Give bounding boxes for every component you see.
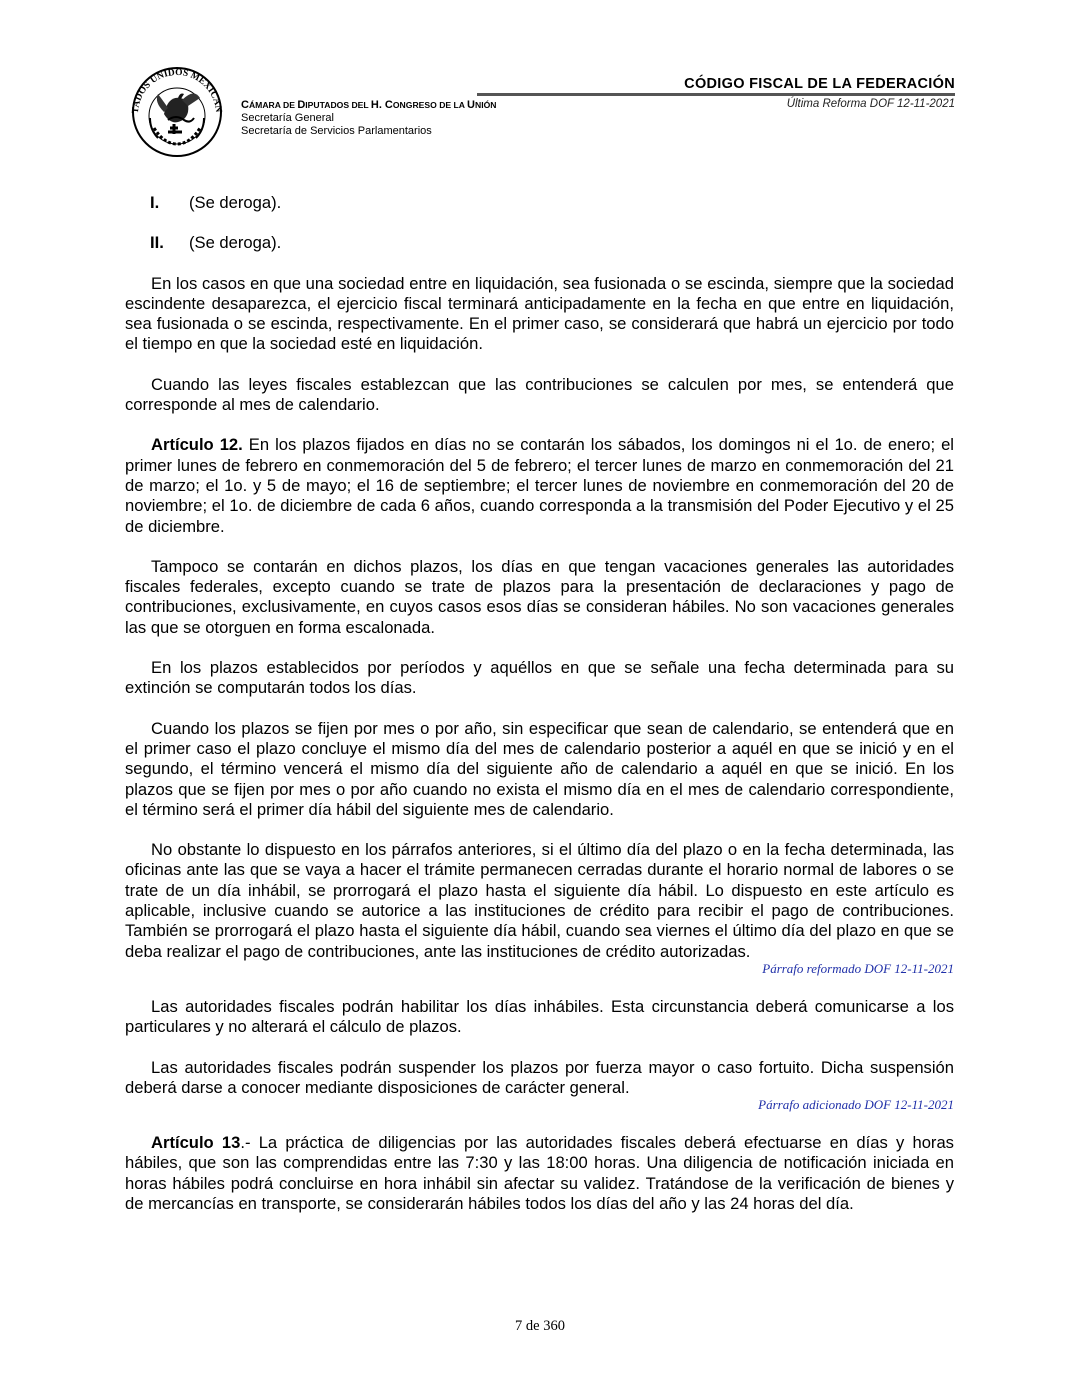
addition-note: Párrafo adicionado DOF 12-11-2021: [758, 1097, 954, 1113]
header-rule: [477, 93, 955, 96]
coat-of-arms-icon: [124, 62, 230, 158]
paragraph: Las autoridades fiscales podrán suspender los plazos por fuerza mayor o caso fortuito. Dicha suspensión deberá darse a conocer mediante disposiciones de carácter general.: [125, 1057, 954, 1097]
paragraph: Tampoco se contarán en dichos plazos, los días en que tengan vacaciones generales las autoridades fiscales federales, excepto cuando se trate de plazos para la presentación de declaraciones y pago de contribuciones, exclusivamente, en cuyos casos esos días se consideran hábiles. No son vacaciones generales las que se otorguen en forma escalonada.: [125, 556, 954, 637]
institution-block: [241, 99, 496, 138]
article-12-paragraph: Artículo 12. En los plazos fijados en días no se contarán los sábados, los domingos ni el 1o. de enero; el primer lunes de febrero en conmemoración del 5 de febrero; el tercer lunes de marzo en conmemoración del 21 de marzo; el 1o. y 5 de mayo; el 16 de septiembre; el tercer lunes de noviembre en conmemoración del 20 de noviembre; el 1o. de diciembre de cada 6 años, cuando corresponda a la transmisión del Poder Ejecutivo y el 25 de diciembre.: [125, 435, 954, 536]
institution-name: CÁMARA DE DIPUTADOS DEL H. CONGRESO DE LA UNIÓN: [241, 99, 497, 111]
paragraph: No obstante lo dispuesto en los párrafos anteriores, si el último día del plazo o en la fecha determinada, las oficinas ante las que se vaya a hacer el trámite permanecen cerradas durante el horario normal de labores o se trate de un día inhábil, se prorrogará el plazo hasta el siguiente día hábil. Lo dispuesto en este artículo es aplicable, inclusive cuando se autorice a las instituciones de crédito para recibir el pago de contribuciones. También se prorrogará el plazo hasta el siguiente día hábil, cuando sea viernes el último día del plazo en que se deba realizar el pago de contribuciones, ante las instituciones de crédito autorizadas.: [125, 840, 954, 961]
page-number: 7 de 360: [515, 1318, 565, 1334]
institution-line-2: Secretaría General: [241, 112, 334, 124]
document-body: [125, 193, 954, 1234]
last-reform-date: Última Reforma DOF 12-11-2021: [786, 98, 955, 110]
article-label: Artículo 13: [151, 1133, 241, 1153]
item-text: (Se deroga).: [189, 193, 282, 212]
institution-line-3: Secretaría de Servicios Parlamentarios: [241, 125, 432, 137]
article-13-paragraph: Artículo 13.- La práctica de diligencias por las autoridades fiscales deberá efectuarse en días y horas hábiles, que son las comprendidas entre las 7:30 y las 18:00 horas. Una diligencia de notificación iniciada en horas hábiles podrá concluirse en hora inhábil sin afectar su validez. Tratándose de la verificación de bienes y de mercancías en transporte, se considerarán hábiles todos los días del año y las 24 horas del día.: [125, 1133, 954, 1213]
paragraph: Cuando las leyes fiscales establezcan que las contribuciones se calculen por mes, se entenderá que corresponde al mes de calendario.: [125, 374, 954, 415]
item-number: I.: [150, 193, 160, 212]
paragraph: Las autoridades fiscales podrán habilitar los días inhábiles. Esta circunstancia deberá comunicarse a los particulares y no alterará el cálculo de plazos.: [125, 996, 954, 1037]
item-text: (Se deroga).: [189, 233, 282, 253]
list-item: [125, 233, 954, 253]
document-title: CÓDIGO FISCAL DE LA FEDERACIÓN: [684, 76, 955, 92]
list-item: [125, 193, 954, 213]
paragraph: En los plazos establecidos por períodos y aquéllos en que se señale una fecha determinada para su extinción se computarán todos los días.: [125, 658, 954, 698]
item-number: II.: [150, 233, 164, 253]
paragraph: En los casos en que una sociedad entre en liquidación, sea fusionada o se escinda, siempre que la sociedad escindente desaparezca, el ejercicio fiscal terminará anticipadamente en la fecha en que entre en liquidación, sea fusionada o se escinda, respectivamente. En el primer caso, se considerará que habrá un ejercicio por todo el tiempo en que la sociedad esté en liquidación.: [125, 273, 954, 354]
reform-note: Párrafo reformado DOF 12-11-2021: [762, 960, 954, 976]
svg-text:ESTADOS UNIDOS MEXICANOS: TADOS UNIDOS MEXICAN: [130, 67, 224, 114]
article-label: Artículo 12.: [151, 435, 243, 455]
paragraph: Cuando los plazos se fijen por mes o por año, sin especificar que sean de calendario, se entenderá que en el primer caso el plazo concluye el mismo día del mes de calendario posterior a aquél en que se inició y en el segundo, el término vencerá el mismo día del siguiente año de calendario a aquél en que se inició. En los plazos que se fijen por mes o por año cuando no exista el mismo día en el mes de calendario correspondiente, el término será el primer día hábil del siguiente mes de calendario.: [125, 718, 954, 819]
